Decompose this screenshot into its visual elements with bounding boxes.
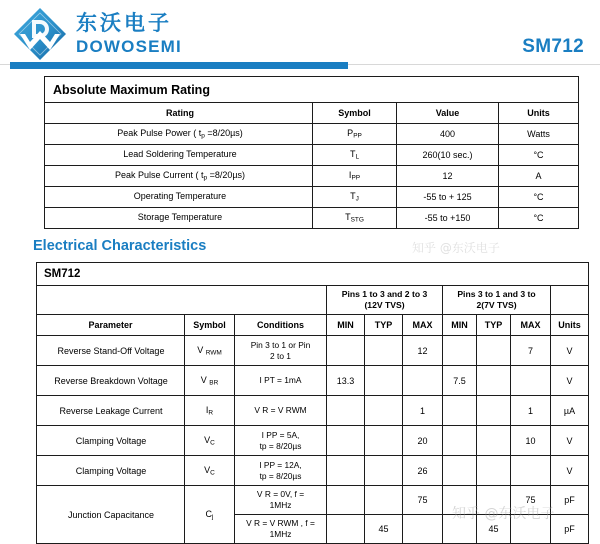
amr-value-cell: -55 to + 125 (397, 187, 499, 208)
ec-conditions-cell: I PT = 1mA (235, 366, 327, 396)
amr-rating-cell (45, 124, 313, 145)
amr-symbol-cell (313, 208, 397, 229)
amr-units-cell: °C (499, 208, 579, 229)
table-row (37, 486, 589, 515)
ec-symbol-cell (185, 336, 235, 366)
ec-symbol-sub: C (210, 469, 215, 477)
ec-typ-7v-cell (477, 396, 511, 426)
amr-table-title: Absolute Maximum Rating (45, 77, 579, 103)
amr-rating-cell (45, 166, 313, 187)
ec-parameter-cell: Clamping Voltage (37, 456, 185, 486)
ec-symbol-sub: R (208, 409, 214, 417)
table-header-row (45, 103, 579, 124)
ec-min-7v-cell (443, 396, 477, 426)
ec-units-cell: V (551, 366, 589, 396)
col-header-conditions: Conditions (235, 315, 327, 336)
ec-units-cell: V (551, 426, 589, 456)
col-header-min-7v: MIN (443, 315, 477, 336)
ec-max-12v-cell: 12 (403, 336, 443, 366)
ec-symbol-main: V (204, 434, 211, 445)
col-header-typ-12v: TYP (365, 315, 403, 336)
electrical-characteristics-heading: Electrical Characteristics (33, 238, 207, 254)
ec-symbol-cell (185, 456, 235, 486)
ec-symbol-main: C (205, 508, 213, 519)
ec-cond-line2: 1MHz (269, 529, 292, 539)
ec-symbol-sub: j (212, 513, 214, 521)
ec-cond-line2: tp = 8/20µs (259, 440, 302, 451)
col-header-parameter: Parameter (37, 315, 185, 336)
logo-chinese-name: 东沃电子 (76, 11, 172, 35)
ec-cond-line2: tp = 8/20µs (259, 470, 302, 481)
amr-rating-sub: p (201, 132, 205, 140)
ec-symbol-cell (185, 396, 235, 426)
col-header-min-12v: MIN (327, 315, 365, 336)
amr-rating-text: Operating Temperature (133, 191, 227, 202)
col-header-value: Value (397, 103, 499, 124)
ec-conditions-cell (235, 456, 327, 486)
table-row (45, 166, 579, 187)
table-row (37, 426, 589, 456)
ec-symbol-sub: BR (209, 379, 219, 387)
ec-parameter-cell: Reverse Breakdown Voltage (37, 366, 185, 396)
amr-symbol-sub: L (355, 153, 360, 161)
ec-max-12v-cell (403, 515, 443, 544)
ec-symbol-sub: C (210, 439, 215, 447)
table-row (37, 336, 589, 366)
col-header-max-7v: MAX (511, 315, 551, 336)
ec-symbol-main: V (204, 464, 211, 475)
ec-typ-12v-cell (365, 486, 403, 515)
ec-min-7v-cell (443, 515, 477, 544)
amr-value-cell: 260(10 sec.) (397, 145, 499, 166)
ec-units-cell: V (551, 336, 589, 366)
amr-symbol-cell (313, 187, 397, 208)
table-row (37, 366, 589, 396)
ec-typ-7v-cell: 45 (477, 515, 511, 544)
ec-typ-7v-cell (477, 456, 511, 486)
ec-parameter-cell: Reverse Stand-Off Voltage (37, 336, 185, 366)
amr-rating-tail: =8/20µs) (207, 170, 246, 181)
ec-cond-line1: V R = 0V, f = (256, 489, 305, 500)
ec-symbol-sub: RWM (205, 349, 222, 357)
amr-symbol-text: T (350, 191, 356, 202)
amr-rating-sub: p (203, 174, 208, 182)
logo-wordmark (76, 13, 182, 55)
watermark-top: 知乎 @东沃电子 (412, 241, 500, 255)
logo-english-name: DOWOSEMI (76, 37, 182, 56)
ec-cond-line2: 2 to 1 (270, 350, 291, 361)
amr-symbol-sub: PP (351, 174, 361, 182)
amr-value-cell: 12 (397, 166, 499, 187)
watermark-bottom: 知乎 @东沃电子 (452, 506, 555, 522)
amr-units-cell: °C (499, 145, 579, 166)
ec-symbol-main: I (205, 404, 209, 415)
ec-conditions-cell (235, 486, 327, 515)
table-row (45, 145, 579, 166)
amr-value-cell: 400 (397, 124, 499, 145)
ec-max-12v-cell: 20 (403, 426, 443, 456)
ec-cond-line1: I PP = 5A, (261, 429, 300, 440)
ec-units-cell: µA (551, 396, 589, 426)
group-header-units-blank (551, 286, 589, 315)
table-header-row (37, 315, 589, 336)
ec-max-7v-cell: 10 (511, 426, 551, 456)
ec-min-7v-cell (443, 426, 477, 456)
ec-conditions-cell (235, 336, 327, 366)
ec-typ-12v-cell (365, 396, 403, 426)
amr-rating-cell (45, 187, 313, 208)
amr-rating-tail: =8/20µs) (204, 128, 243, 139)
ec-max-7v-cell (511, 366, 551, 396)
ec-min-7v-cell (443, 456, 477, 486)
table-row (45, 124, 579, 145)
ec-cond-line1: I PP = 12A, (259, 459, 302, 470)
ec-units-cell: pF (551, 515, 589, 544)
dowosemi-diamond-logo-icon (12, 6, 68, 62)
group-header-12v-tvs: Pins 1 to 3 and 2 to 3 (12V TVS) (327, 286, 443, 315)
amr-symbol-sub: PP (353, 132, 362, 140)
ec-max-7v-cell: 7 (511, 336, 551, 366)
col-header-rating: Rating (45, 103, 313, 124)
table-row (37, 456, 589, 486)
ec-cond-line2: 1MHz (269, 500, 292, 510)
ec-typ-7v-cell (477, 336, 511, 366)
ec-conditions-cell (235, 515, 327, 544)
group-header-blank (37, 286, 327, 315)
ec-conditions-cell: V R = V RWM (235, 396, 327, 426)
ec-min-12v-cell (327, 486, 365, 515)
col-header-max-12v: MAX (403, 315, 443, 336)
ec-typ-12v-cell (365, 366, 403, 396)
ec-max-12v-cell: 75 (403, 486, 443, 515)
ec-cond-line1: Pin 3 to 1 or Pin (250, 339, 311, 350)
amr-rating-cell (45, 145, 313, 166)
ec-min-12v-cell (327, 426, 365, 456)
amr-units-cell: A (499, 166, 579, 187)
table-row (45, 208, 579, 229)
ec-units-cell: V (551, 456, 589, 486)
page-header (0, 0, 600, 68)
header-accent-bar (10, 62, 348, 69)
amr-units-cell: °C (499, 187, 579, 208)
amr-value-cell: -55 to +150 (397, 208, 499, 229)
table-row (37, 396, 589, 426)
ec-typ-12v-cell: 45 (365, 515, 403, 544)
group-header-7v-tvs: Pins 3 to 1 and 3 to 2(7V TVS) (443, 286, 551, 315)
ec-typ-7v-cell (477, 486, 511, 515)
absolute-maximum-rating-table (44, 76, 579, 229)
ec-table-title: SM712 (37, 263, 589, 286)
ec-max-12v-cell (403, 366, 443, 396)
amr-rating-text: Storage Temperature (137, 212, 223, 223)
ec-typ-7v-cell (477, 366, 511, 396)
amr-symbol-text: I (348, 170, 352, 181)
ec-units-cell: pF (551, 486, 589, 515)
ec-min-7v-cell (443, 486, 477, 515)
ec-min-12v-cell (327, 336, 365, 366)
amr-symbol-text: T (349, 149, 356, 160)
ec-max-7v-cell (511, 456, 551, 486)
amr-symbol-sub: STG (350, 216, 364, 224)
ec-cond-line1: V R = V RWM , f = (246, 518, 315, 529)
ec-min-12v-cell (327, 515, 365, 544)
col-header-symbol: Symbol (185, 315, 235, 336)
col-header-units: Units (499, 103, 579, 124)
amr-symbol-text: T (345, 212, 351, 223)
ec-max-12v-cell: 26 (403, 456, 443, 486)
electrical-characteristics-table (36, 262, 589, 544)
amr-symbol-cell (313, 145, 397, 166)
ec-min-7v-cell: 7.5 (443, 366, 477, 396)
col-header-typ-7v: TYP (477, 315, 511, 336)
col-header-units: Units (551, 315, 589, 336)
page-title: SM712 (522, 36, 584, 57)
ec-parameter-cell: Reverse Leakage Current (37, 396, 185, 426)
electrical-characteristics-section (36, 262, 581, 544)
company-logo (12, 6, 182, 62)
ec-max-12v-cell: 1 (403, 396, 443, 426)
ec-max-7v-cell: 75 (511, 486, 551, 515)
ec-max-7v-cell (511, 515, 551, 544)
amr-symbol-text: P (347, 128, 354, 139)
amr-symbol-cell (313, 124, 397, 145)
ec-symbol-cell (185, 426, 235, 456)
amr-rating-cell (45, 208, 313, 229)
table-row (45, 187, 579, 208)
ec-parameter-cell: Junction Capacitance (37, 486, 185, 544)
amr-rating-text: Peak Pulse Current ( t (114, 170, 204, 181)
ec-symbol-main: V (197, 344, 204, 355)
ec-parameter-cell: Clamping Voltage (37, 426, 185, 456)
amr-symbol-cell (313, 166, 397, 187)
ec-typ-12v-cell (365, 336, 403, 366)
ec-min-12v-cell (327, 456, 365, 486)
ec-symbol-cell (185, 486, 235, 544)
table-title-row (45, 77, 579, 103)
amr-rating-text: Lead Soldering Temperature (123, 149, 237, 160)
table-title-row (37, 263, 589, 286)
ec-min-7v-cell (443, 336, 477, 366)
ec-min-12v-cell: 13.3 (327, 366, 365, 396)
amr-symbol-sub: J (355, 195, 359, 203)
group-header-row (37, 286, 589, 315)
ec-max-7v-cell: 1 (511, 396, 551, 426)
ec-conditions-cell (235, 426, 327, 456)
amr-rating-text: Peak Pulse Power ( t (117, 128, 202, 139)
ec-symbol-cell (185, 366, 235, 396)
ec-typ-12v-cell (365, 426, 403, 456)
absolute-maximum-rating-section (44, 76, 578, 229)
ec-min-12v-cell (327, 396, 365, 426)
ec-symbol-main: V (200, 374, 207, 385)
ec-typ-7v-cell (477, 426, 511, 456)
col-header-symbol: Symbol (313, 103, 397, 124)
amr-units-cell: Watts (499, 124, 579, 145)
ec-typ-12v-cell (365, 456, 403, 486)
